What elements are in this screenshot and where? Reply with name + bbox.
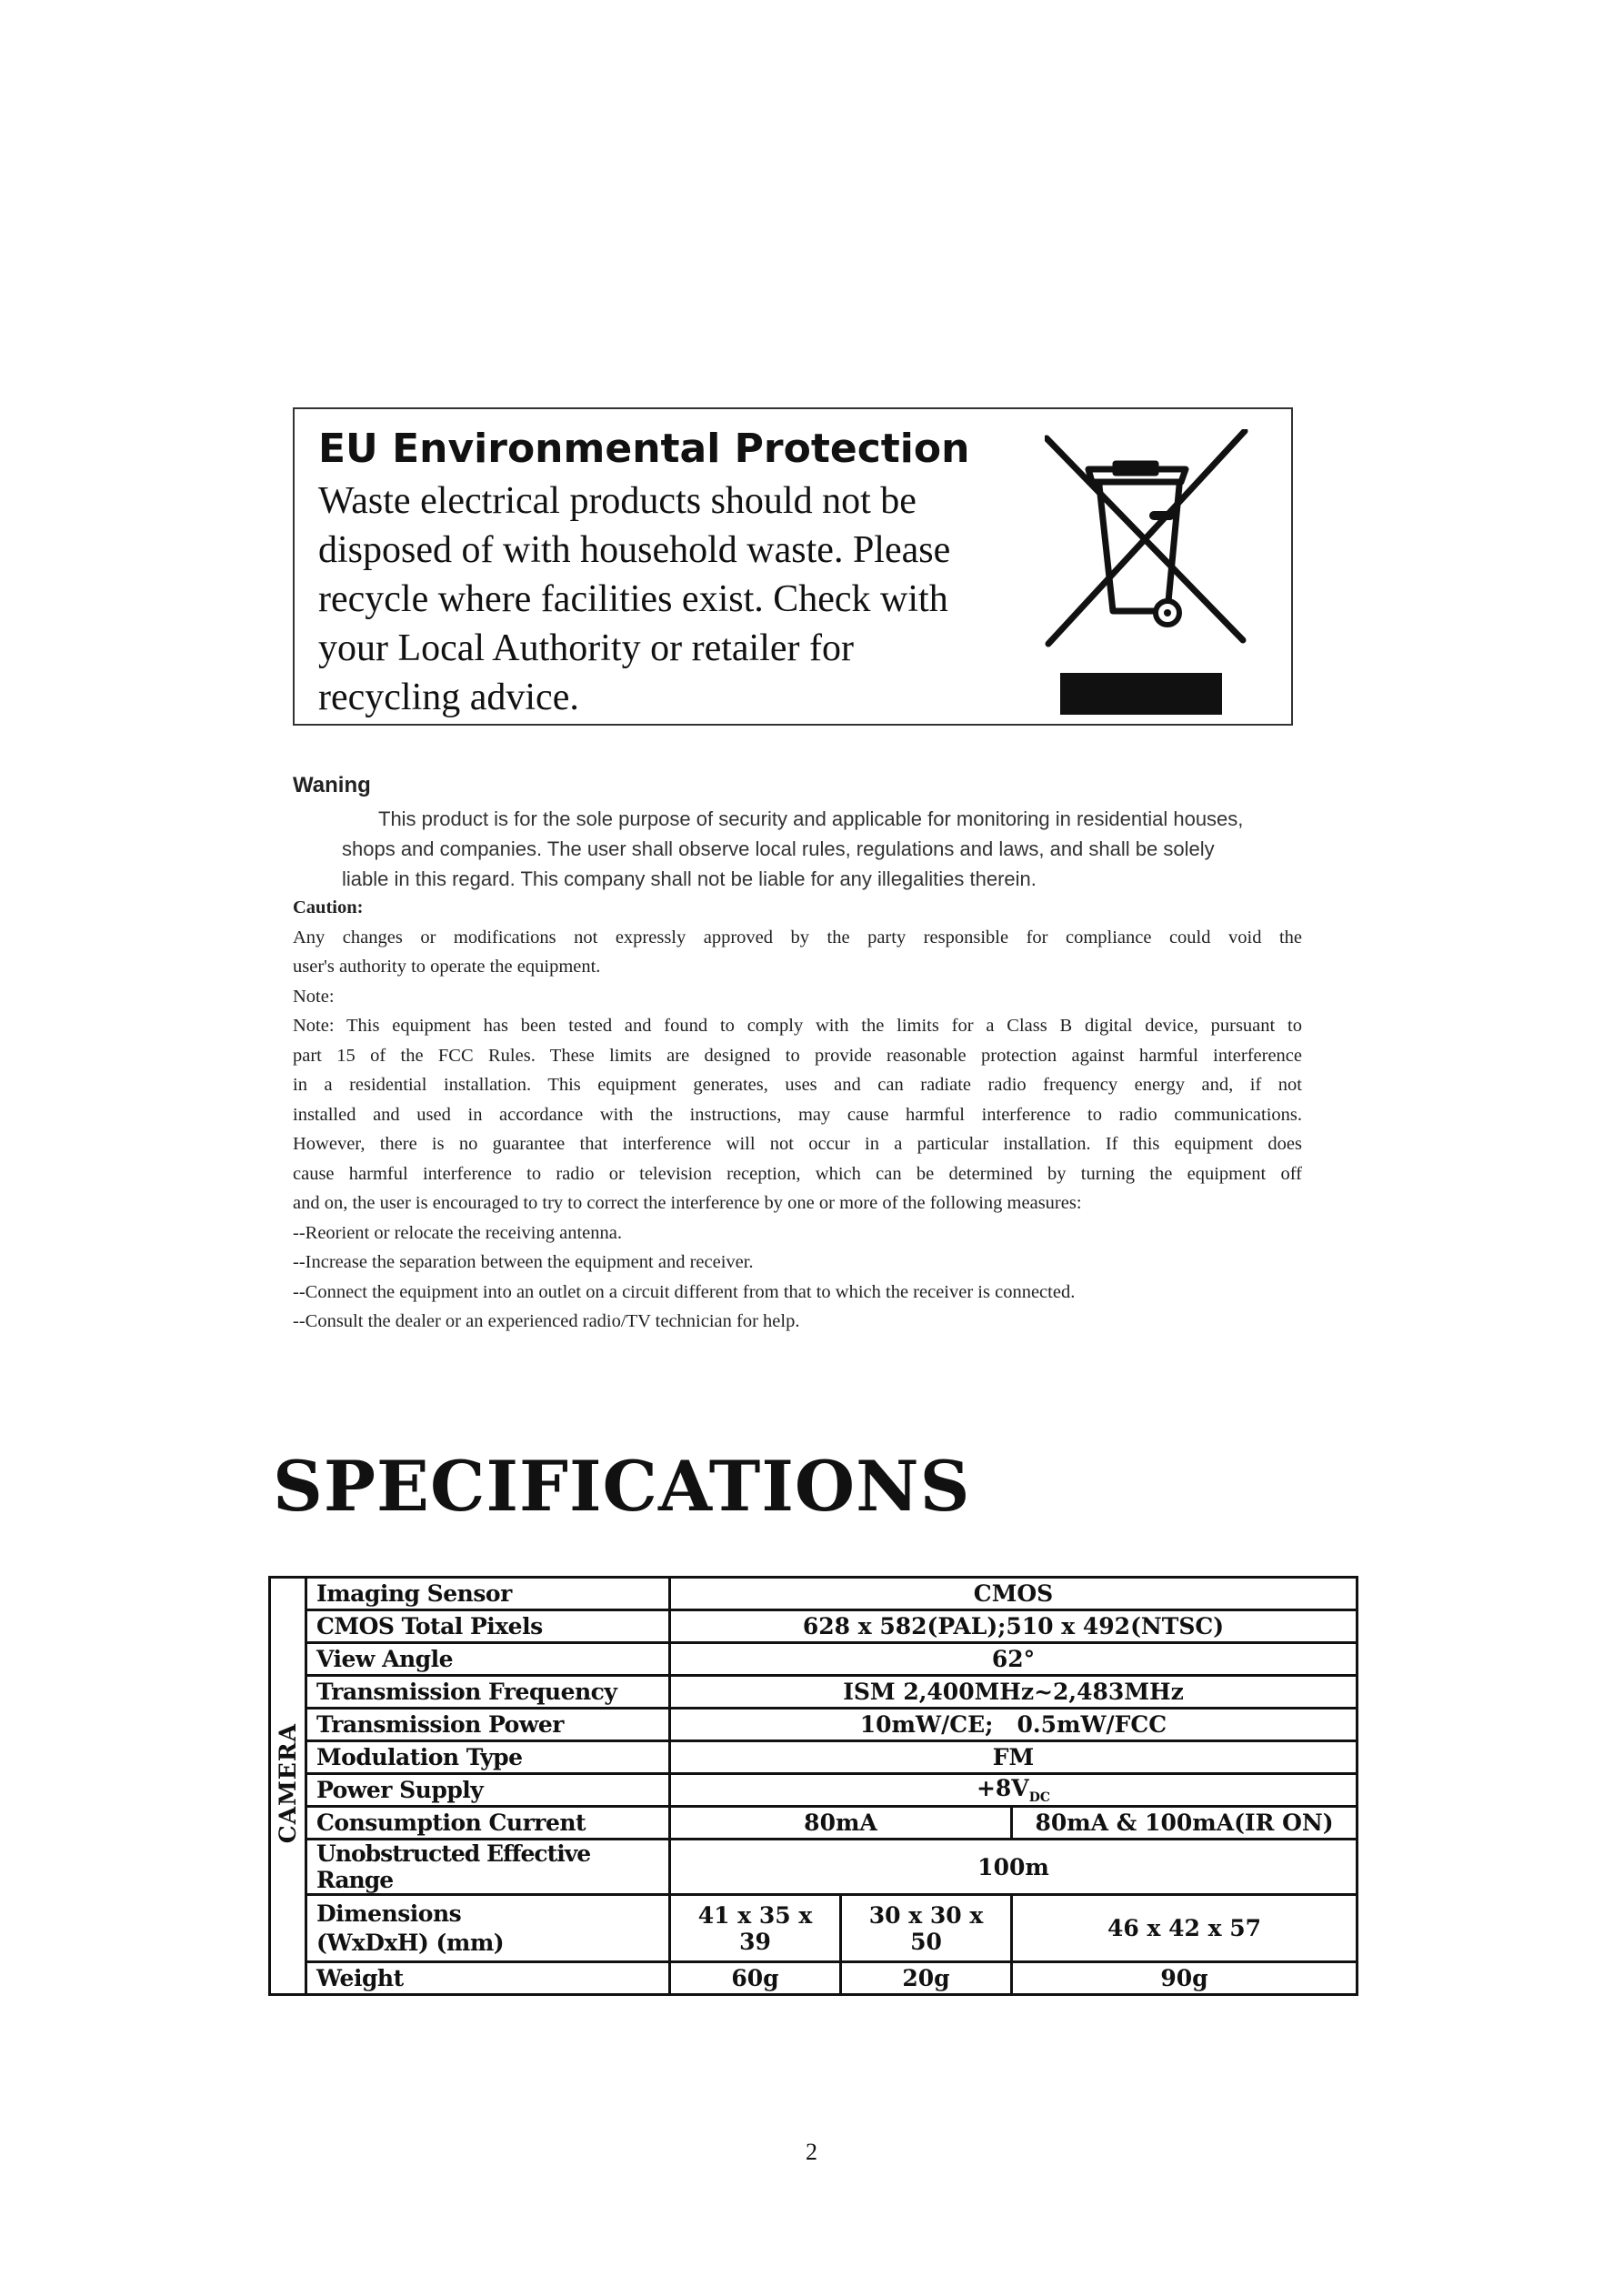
eu-body-line: recycle where facilities exist. Check with <box>318 578 948 620</box>
param-label: CMOS Total Pixels <box>306 1610 670 1643</box>
param-label: Unobstructed Effective Range <box>306 1840 670 1895</box>
note-line: in a residential installation. This equipment generates, uses and can radiate radio frequency energy and, if not <box>293 1075 1302 1095</box>
eu-body <box>318 476 1009 722</box>
specifications-table <box>268 1576 1358 1996</box>
specifications-title: SPECIFICATIONS <box>273 1446 971 1527</box>
table-row <box>270 1610 1358 1643</box>
note-line: installed and used in accordance with the instructions, may cause harmful interference to radio communications. <box>293 1104 1302 1125</box>
table-row <box>270 1578 1358 1610</box>
table-row <box>270 1895 1358 1962</box>
note-label: Note: <box>293 986 335 1007</box>
warning-title: Waning <box>293 773 371 797</box>
eu-body-line: recycling advice. <box>318 677 579 718</box>
param-value <box>670 1774 1358 1807</box>
param-value: 90g <box>1012 1962 1358 1995</box>
param-value: 80mA <box>670 1807 1012 1840</box>
warning-line: This product is for the sole purpose of security and applicable for monitoring in residential houses, <box>378 807 1244 830</box>
page-number: 2 <box>806 2139 817 2165</box>
fcc-notice <box>293 893 1302 1337</box>
eu-title: EU Environmental Protection <box>318 426 970 472</box>
param-value: 60g <box>670 1962 841 1995</box>
warning-line: shops and companies. The user shall observe local rules, regulations and laws, and shall be solely <box>342 837 1215 860</box>
eu-environmental-box <box>293 407 1293 726</box>
caution-line: Any changes or modifications not expressly approved by the party responsible for compliance could void the <box>293 927 1302 947</box>
param-label: View Angle <box>306 1643 670 1676</box>
param-label: Power Supply <box>306 1774 670 1807</box>
param-label: Consumption Current <box>306 1807 670 1840</box>
table-row <box>270 1962 1358 1995</box>
measure-item: --Increase the separation between the equipment and receiver. <box>293 1252 754 1272</box>
black-bar <box>1060 673 1222 715</box>
param-value: 628 x 582(PAL);510 x 492(NTSC) <box>670 1610 1358 1643</box>
table-row <box>270 1643 1358 1676</box>
param-value: 10mW/CE; 0.5mW/FCC <box>670 1709 1358 1741</box>
warning-paragraph <box>342 804 1306 894</box>
param-label: Imaging Sensor <box>306 1578 670 1610</box>
param-label: Transmission Power <box>306 1709 670 1741</box>
table-row <box>270 1741 1358 1774</box>
table-row <box>270 1807 1358 1840</box>
param-value: 80mA & 100mA(IR ON) <box>1012 1807 1358 1840</box>
table-row <box>270 1840 1358 1895</box>
warning-line: liable in this regard. This company shall not be liable for any illegalities therein. <box>342 867 1037 890</box>
eu-body-line: disposed of with household waste. Please <box>318 529 951 571</box>
param-value: 46 x 42 x 57 <box>1012 1895 1358 1962</box>
category-cell <box>270 1578 306 1995</box>
note-line: part 15 of the FCC Rules. These limits are designed to provide reasonable protection against harmful interference <box>293 1045 1302 1066</box>
param-value: 30 x 30 x 50 <box>841 1895 1012 1962</box>
dimensions-label-line: Dimensions <box>316 1900 462 1927</box>
power-supply-subscript: DC <box>1028 1790 1051 1805</box>
caution-title: Caution: <box>293 897 364 917</box>
note-line: cause harmful interference to radio or television reception, which can be determined by turning the equipment off <box>293 1163 1302 1184</box>
eu-body-line: Waste electrical products should not be <box>318 480 917 522</box>
param-value: ISM 2,400MHz~2,483MHz <box>670 1676 1358 1709</box>
param-value: 20g <box>841 1962 1012 1995</box>
measure-item: --Connect the equipment into an outlet on a circuit different from that to which the receiver is connected. <box>293 1281 1076 1302</box>
param-label: Modulation Type <box>306 1741 670 1774</box>
power-supply-value: +8V <box>976 1775 1029 1801</box>
param-label: Weight <box>306 1962 670 1995</box>
note-line: However, there is no guarantee that interference will not occur in a particular installation. If this equipment does <box>293 1134 1302 1154</box>
param-value: 62° <box>670 1643 1358 1676</box>
param-value: 41 x 35 x 39 <box>670 1895 841 1962</box>
table-row <box>270 1676 1358 1709</box>
param-label: Transmission Frequency <box>306 1676 670 1709</box>
dimensions-label-line: (WxDxH) (mm) <box>316 1929 505 1956</box>
table-row <box>270 1709 1358 1741</box>
measure-item: --Consult the dealer or an experienced radio/TV technician for help. <box>293 1311 800 1331</box>
param-value: FM <box>670 1741 1358 1774</box>
eu-body-line: your Local Authority or retailer for <box>318 627 854 669</box>
caution-line: user's authority to operate the equipment. <box>293 957 601 977</box>
measure-item: --Reorient or relocate the receiving antenna. <box>293 1222 622 1243</box>
param-value: 100m <box>670 1840 1358 1895</box>
category-label: CAMERA <box>275 1722 301 1844</box>
note-line: Note: This equipment has been tested and found to comply with the limits for a Class B digital device, pursuant to <box>293 1016 1302 1036</box>
table-row <box>270 1774 1358 1807</box>
param-label <box>306 1895 670 1962</box>
crossed-out-wheelie-bin-icon <box>1045 429 1254 647</box>
note-line: and on, the user is encouraged to try to correct the interference by one or more of the following measures: <box>293 1193 1082 1213</box>
param-value: CMOS <box>670 1578 1358 1610</box>
